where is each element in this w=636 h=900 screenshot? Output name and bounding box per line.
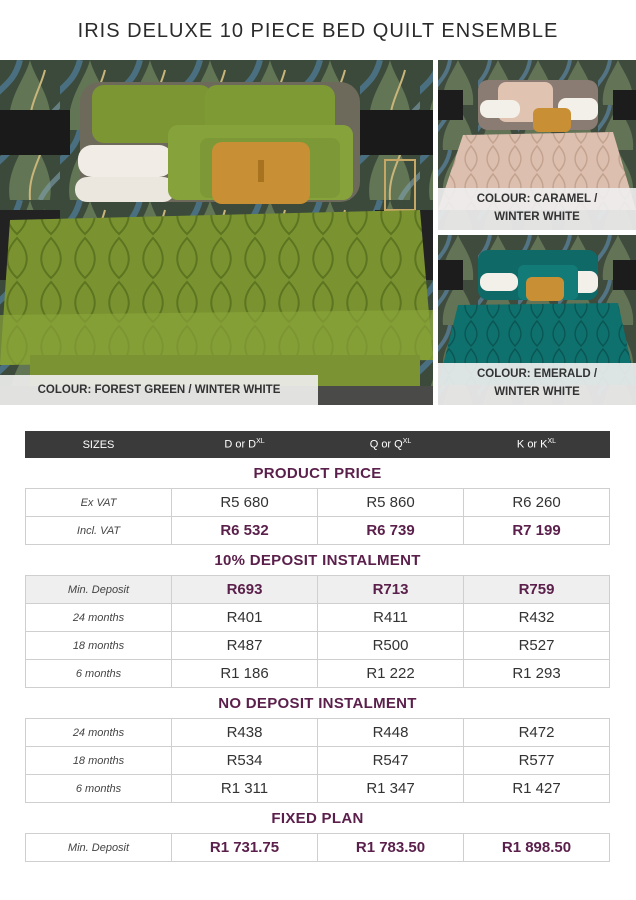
table-row — [26, 632, 610, 660]
table-row — [26, 660, 610, 688]
header-sizes: SIZES — [26, 432, 172, 458]
colour-caption-forest-green: COLOUR: FOREST GREEN / WINTER WHITE — [0, 375, 318, 405]
price-cell: R448 — [318, 719, 464, 747]
price-cell: R577 — [464, 747, 610, 775]
table-header-row — [26, 432, 610, 458]
page-title: IRIS DELUXE 10 PIECE BED QUILT ENSEMBLE — [77, 20, 559, 42]
price-cell: R6 260 — [464, 489, 610, 517]
caption-line: COLOUR: EMERALD / — [476, 368, 598, 380]
table-row — [26, 775, 610, 803]
price-cell: R1 427 — [464, 775, 610, 803]
product-photo-emerald — [438, 235, 636, 405]
price-cell: R693 — [172, 576, 318, 604]
section-fixed-plan: FIXED PLAN — [26, 803, 610, 834]
price-table — [25, 431, 610, 862]
price-cell: R1 783.50 — [318, 834, 464, 862]
price-cell: R1 731.75 — [172, 834, 318, 862]
table-row — [26, 834, 610, 862]
table-row — [26, 489, 610, 517]
row-label: Min. Deposit — [26, 834, 172, 862]
row-label: Min. Deposit — [26, 576, 172, 604]
header-queen: Q or $Q^{XL}$ — [318, 432, 464, 458]
price-cell: R500 — [318, 632, 464, 660]
table-row — [26, 576, 610, 604]
colour-caption-emerald — [438, 363, 636, 405]
table-row — [26, 517, 610, 545]
table-row — [26, 719, 610, 747]
colour-caption-caramel — [438, 188, 636, 230]
price-cell: R547 — [318, 747, 464, 775]
price-cell: R5 680 — [172, 489, 318, 517]
price-cell: R534 — [172, 747, 318, 775]
price-cell: R472 — [464, 719, 610, 747]
price-cell: R411 — [318, 604, 464, 632]
price-cell: R438 — [172, 719, 318, 747]
table-row — [26, 604, 610, 632]
price-cell: R5 860 — [318, 489, 464, 517]
price-cell: R1 311 — [172, 775, 318, 803]
section-product-price: PRODUCT PRICE — [26, 458, 610, 489]
caption-line: COLOUR: CARAMEL / — [476, 193, 598, 205]
section-no-deposit-instalment: NO DEPOSIT INSTALMENT — [26, 688, 610, 719]
caption-line: WINTER WHITE — [494, 211, 580, 223]
row-label: 6 months — [26, 775, 172, 803]
product-photo-forest-green — [0, 60, 433, 405]
row-label: Ex VAT — [26, 489, 172, 517]
section-deposit-instalment: 10% DEPOSIT INSTALMENT — [26, 545, 610, 576]
row-label: 18 months — [26, 747, 172, 775]
product-photo-caramel — [438, 60, 636, 230]
price-cell: R401 — [172, 604, 318, 632]
price-cell: R713 — [318, 576, 464, 604]
price-cell: R7 199 — [464, 517, 610, 545]
price-cell: R1 186 — [172, 660, 318, 688]
caption-line: WINTER WHITE — [494, 386, 580, 398]
header-double: D or $D^{XL}$ — [172, 432, 318, 458]
row-label: 6 months — [26, 660, 172, 688]
price-cell: R432 — [464, 604, 610, 632]
price-cell: R1 222 — [318, 660, 464, 688]
price-cell: R1 347 — [318, 775, 464, 803]
row-label: Incl. VAT — [26, 517, 172, 545]
table-row — [26, 747, 610, 775]
row-label: 24 months — [26, 604, 172, 632]
price-cell: R487 — [172, 632, 318, 660]
header-king: K or $K^{XL}$ — [464, 432, 610, 458]
price-cell: R1 293 — [464, 660, 610, 688]
price-cell: R1 898.50 — [464, 834, 610, 862]
price-cell: R6 532 — [172, 517, 318, 545]
price-cell: R6 739 — [318, 517, 464, 545]
price-cell: R527 — [464, 632, 610, 660]
price-cell: R759 — [464, 576, 610, 604]
row-label: 18 months — [26, 632, 172, 660]
row-label: 24 months — [26, 719, 172, 747]
